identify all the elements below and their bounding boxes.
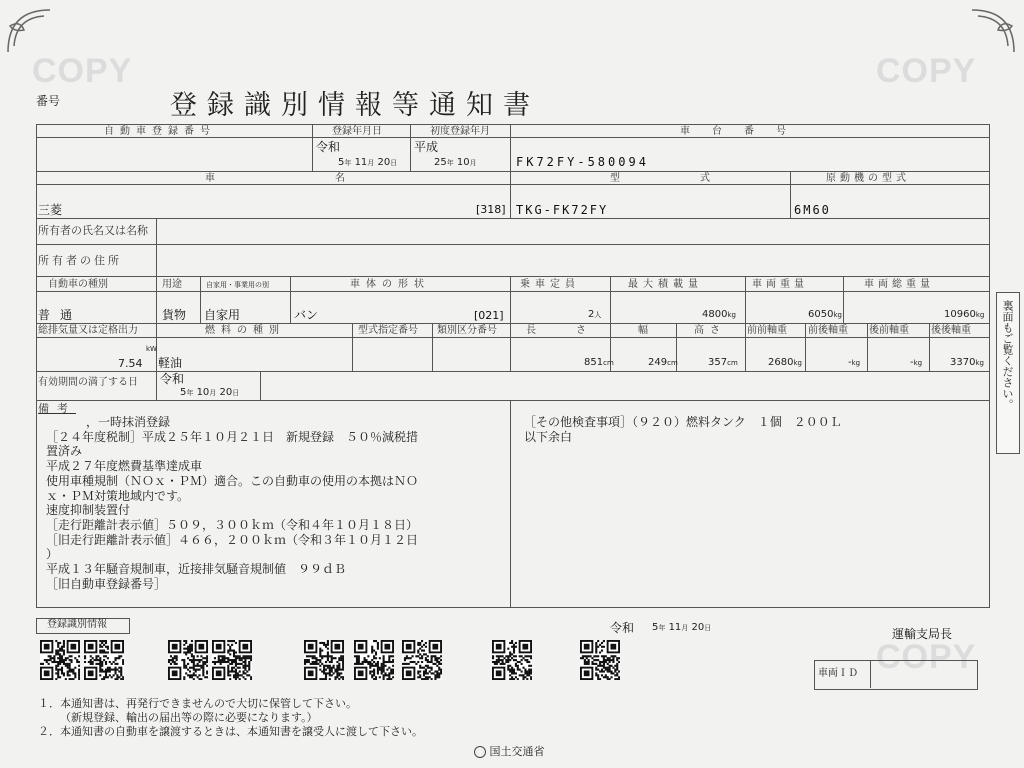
height: 357cm (708, 357, 738, 368)
remarks-line: 平成１３年騒音規制車，近接排気騒音規制値 ９９ｄＢ (46, 562, 347, 577)
qr-label: 登録識別情報 (47, 619, 107, 630)
qr-code (40, 640, 80, 680)
footer-notes (38, 697, 423, 739)
engine-type-label: 原動機の型式 (826, 173, 910, 184)
type-approval-label: 型式指定番号 (358, 325, 418, 336)
registration-date-label: 登録年月日 (332, 126, 382, 137)
vehicle-kind: 普通 (38, 308, 83, 322)
ministry-emblem-icon (474, 746, 486, 758)
gross-weight: 10960kg (944, 309, 985, 320)
remarks-line: ［旧自動車登録番号］ (46, 576, 167, 591)
use-label: 用途 (162, 279, 182, 290)
remarks-label: 備考 (38, 402, 76, 415)
qr-code (212, 640, 252, 680)
expiry-label: 有効期間の満了する日 (38, 377, 138, 388)
qr-code (492, 640, 532, 680)
qr-code (168, 640, 208, 680)
number-label: 番号 (36, 94, 61, 108)
expiry-era: 令和 (160, 372, 185, 386)
chassis-number-label: 車台番号 (680, 126, 808, 137)
owner-name-label: 所有者の氏名又は名称 (38, 224, 148, 237)
width: 249cm (648, 357, 678, 368)
length-label: 長さ (526, 325, 626, 336)
remarks-right-line: ［その他検査事項］（９２０）燃料タンク １個 ２００Ｌ (524, 415, 842, 429)
corner-ornament-icon (968, 6, 1018, 56)
private-business-label: 自家用・事業用の別 (206, 281, 269, 289)
width-label: 幅 (638, 325, 648, 336)
first-registration-label: 初度登録年月 (430, 126, 490, 137)
remarks-right (524, 415, 842, 445)
page-title: 登録識別情報等通知書 (170, 90, 540, 121)
vehicle-name-code: [318] (476, 203, 506, 216)
front-front-axle: 2680kg (768, 357, 802, 368)
rear-rear-axle: 3370kg (950, 357, 984, 368)
footer-note: ２．本通知書の自動車を譲渡するときは、本通知書を譲受人に渡して下さい。 (38, 725, 423, 738)
side-note: 裏面もご覧ください。 (1001, 300, 1014, 410)
copy-watermark: COPY (876, 52, 977, 90)
issue-era: 令和 (610, 621, 635, 635)
qr-code (304, 640, 344, 680)
engine-type: 6M60 (794, 203, 831, 217)
remarks-right-line: 以下余白 (524, 430, 573, 444)
vehicle-name-label: 車名 (205, 173, 465, 184)
vehicle-use: 貨物 (162, 308, 187, 322)
copy-watermark: COPY (876, 638, 977, 676)
remarks-line: 置済み (46, 444, 83, 459)
max-load-label: 最大積載量 (628, 279, 703, 290)
body-shape-code: [021] (474, 309, 504, 322)
remarks-line: ） (46, 547, 59, 562)
registration-number-label: 自動車登録番号 (104, 126, 216, 137)
owner-address-label: 所有者の住所 (38, 254, 122, 267)
first-registration-era: 平成 (414, 140, 439, 154)
first-registration-date: 25年 10月 (434, 157, 477, 168)
category-number-label: 類別区分番号 (437, 325, 497, 336)
front-rear-axle: -kg (848, 357, 861, 368)
kw-unit: kW (146, 345, 157, 353)
vehicle-weight-label: 車両重量 (752, 279, 808, 290)
remarks-line: ［２４年度税制］平成２５年１０月２１日 新規登録 ５０％減税措 (46, 429, 419, 444)
remarks-line: ［旧走行距離計表示値］４６６，２００ｋｍ（令和３年１０月１２日 (46, 532, 419, 547)
corner-ornament-icon (4, 6, 54, 56)
rear-rear-axle-label: 後後軸重 (931, 325, 971, 336)
capacity-label: 乗車定員 (520, 279, 580, 290)
ministry-logo: 国土交通省 (474, 746, 545, 758)
remarks-line: ｘ・ＰＭ対策地域内です。 (46, 488, 190, 503)
body-shape-label: 車体の形状 (350, 279, 430, 290)
displacement: 7.54 (118, 357, 143, 370)
rear-front-axle: -kg (910, 357, 923, 368)
remarks-line: 平成２７年度燃費基準達成車 (46, 459, 203, 474)
vehicle-type: TKG-FK72FY (516, 203, 609, 217)
displacement-label: 総排気量又は定格出力 (38, 325, 138, 336)
qr-code (580, 640, 620, 680)
remarks-line: 速度抑制装置付 (46, 503, 131, 518)
footer-note: （新規登録、輸出の届出等の際に必要になります。） (60, 711, 318, 724)
height-label: 高さ (694, 325, 726, 336)
copy-watermark: COPY (32, 52, 133, 90)
gross-weight-label: 車両総重量 (864, 279, 934, 290)
issuing-office: 運輸支局長 (892, 627, 953, 641)
vehicle-id-label: 車両ＩＤ (818, 668, 858, 679)
length: 851cm (584, 357, 614, 368)
vehicle-weight: 6050kg (808, 309, 842, 320)
qr-code (402, 640, 442, 680)
body-shape: バン (294, 308, 319, 322)
footer-note: １．本通知書は、再発行できませんので大切に保管して下さい。 (38, 697, 357, 710)
rear-front-axle-label: 後前軸重 (869, 325, 909, 336)
chassis-number: FK72FY-580094 (516, 155, 649, 169)
front-rear-axle-label: 前後軸重 (808, 325, 848, 336)
remarks-line: ，一時抹消登録 (86, 415, 171, 429)
private-business: 自家用 (204, 308, 241, 322)
vehicle-name: 三菱 (38, 203, 63, 217)
remarks-line: 使用車種規制（ＮＯｘ・ＰＭ）適合。この自動車の使用の本拠はＮＯ (46, 473, 419, 488)
fuel-type: 軽油 (158, 356, 183, 370)
qr-code (84, 640, 124, 680)
qr-code (354, 640, 394, 680)
vehicle-type-label: 型式 (610, 173, 790, 184)
remarks-line: ［走行距離計表示値］５０９，３００ｋｍ（令和４年１０月１８日） (46, 517, 419, 532)
issue-date: 5年 11月 20日 (652, 622, 712, 633)
vehicle-kind-label: 自動車の種別 (48, 279, 108, 290)
max-load: 4800kg (702, 309, 736, 320)
registration-date: 5年 11月 20日 (338, 157, 398, 168)
expiry-date: 5年 10月 20日 (180, 387, 240, 398)
registration-era: 令和 (316, 140, 341, 154)
front-front-axle-label: 前前軸重 (747, 325, 787, 336)
fuel-type-label: 燃料の種別 (205, 325, 285, 336)
remarks-left (46, 415, 418, 591)
capacity: 2人 (588, 309, 602, 320)
